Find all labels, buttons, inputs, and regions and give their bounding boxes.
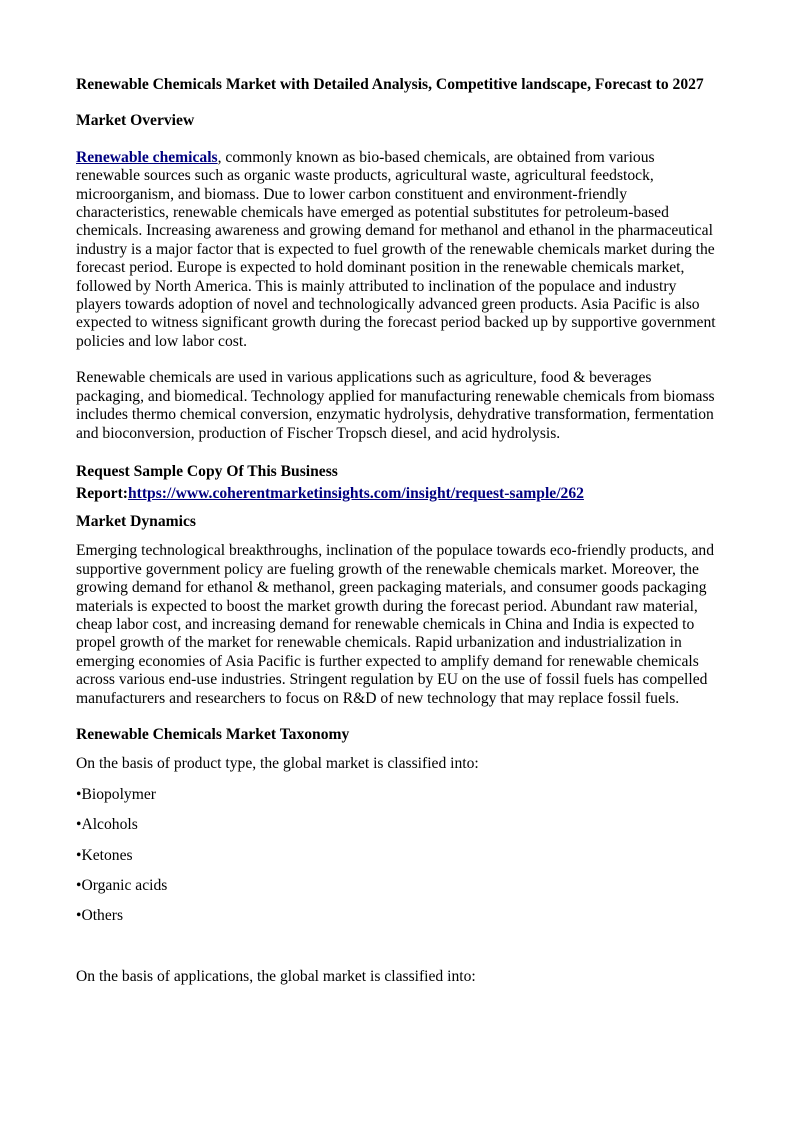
- market-overview-heading: Market Overview: [76, 112, 195, 130]
- applications-intro: On the basis of applications, the global market is classified into:: [76, 967, 476, 985]
- request-sample-line: [76, 461, 718, 505]
- product-type-item: •Alcohols: [76, 816, 138, 834]
- product-type-item: •Ketones: [76, 846, 133, 864]
- document-title: Renewable Chemicals Market with Detailed Analysis, Competitive landscape, Forecast to 2027: [76, 76, 704, 93]
- request-sample-label: Request Sample Copy Of This Business Report:: [76, 462, 338, 502]
- product-type-item: •Others: [76, 907, 124, 925]
- renewable-chemicals-link[interactable]: Renewable chemicals: [76, 148, 218, 166]
- market-dynamics-heading: Market Dynamics: [76, 512, 196, 530]
- market-overview-text: , commonly known as bio-based chemicals, are obtained from various renewable sources such as organic waste products, agricultural waste, agricultural feedstock, microorganism, and biomass. Due to lower carbon constituent and environment-friendly characteristics, renewable chemicals have emerged as potential substitutes for petroleum-based chemicals. Increasing awareness and growing demand for methanol and ethanol in the pharmaceutical industry is a major factor that is expected to fuel growth of the renewable chemicals market during the forecast period. Europe is expected to hold dominant position in the renewable chemicals market, followed by North America. This is mainly attributed to inclination of the populace and industry players towards adoption of novel and technologically advanced green products. Asia Pacific is also expected to witness significant growth during the forecast period backed up by supportive government policies and low labor cost.: [76, 148, 716, 350]
- applications-paragraph: Renewable chemicals are used in various applications such as agriculture, food & beverages packaging, and biomedical. Technology applied for manufacturing renewable chemicals from biomass includes thermo chemical conversion, enzymatic hydrolysis, dehydrative transformation, fermentation and bioconversion, production of Fischer Tropsch diesel, and acid hydrolysis.: [76, 369, 715, 442]
- market-dynamics-paragraph: Emerging technological breakthroughs, inclination of the populace towards eco-friendly products, and supportive government policy are fueling growth of the renewable chemicals market. Moreover, the growing demand for ethanol & methanol, green packaging materials, and consumer goods packaging materials is expected to boost the market growth during the forecast period. Abundant raw material, cheap labor cost, and increasing demand for renewable chemicals in China and India is expected to propel growth of the market for renewable chemicals. Rapid urbanization and industrialization in emerging economies of Asia Pacific is further expected to amplify demand for renewable chemicals across various end-use industries. Stringent regulation by EU on the use of fossil fuels has compelled manufacturers and researchers to focus on R&D of new technology that may replace fossil fuels.: [76, 542, 714, 707]
- taxonomy-heading: Renewable Chemicals Market Taxonomy: [76, 725, 350, 743]
- document-body: [76, 76, 718, 986]
- product-type-intro: On the basis of product type, the global market is classified into:: [76, 755, 479, 773]
- market-overview-paragraph: [76, 149, 718, 351]
- product-type-item: •Organic acids: [76, 877, 168, 894]
- request-sample-link[interactable]: https://www.coherentmarketinsights.com/insight/request-sample/262: [127, 484, 584, 502]
- product-type-item: •Biopolymer: [76, 785, 156, 803]
